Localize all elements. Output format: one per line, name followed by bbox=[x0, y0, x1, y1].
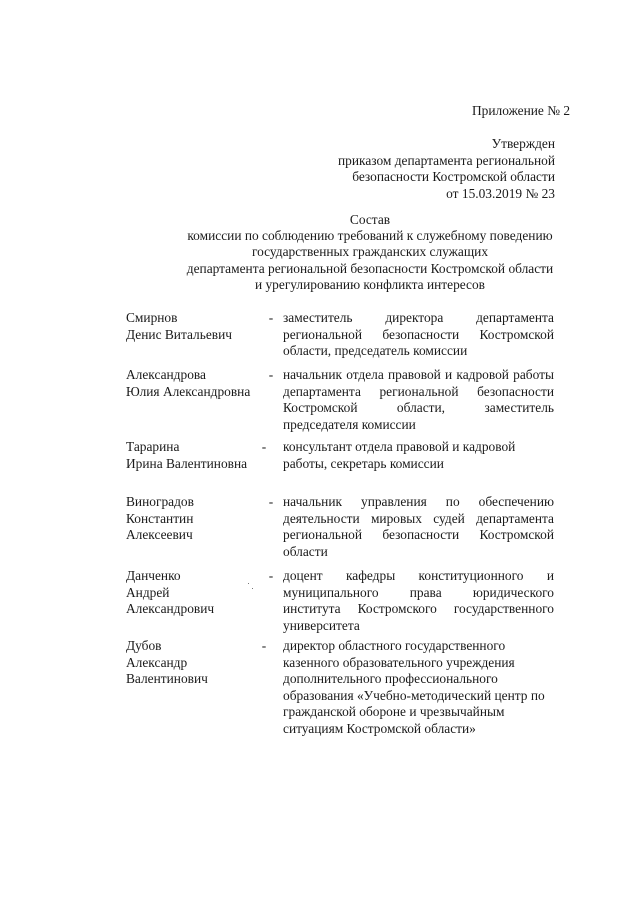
member-given-name: Константин bbox=[126, 510, 194, 526]
member-role: консультант отдела правовой и кадровой работы, секретарь комиссии bbox=[283, 439, 516, 471]
member-name bbox=[126, 310, 266, 343]
title-line: департамента региональной безопасности Костромской области bbox=[186, 260, 554, 276]
member-patronymic: Александрович bbox=[126, 601, 215, 616]
member-name bbox=[126, 439, 266, 472]
member-patronymic: Алексеевич bbox=[126, 527, 193, 542]
approval-block bbox=[338, 136, 555, 202]
member-name bbox=[126, 568, 266, 618]
member-dash: - bbox=[268, 494, 274, 509]
title-line: Состав bbox=[349, 212, 391, 227]
title-line: комиссии по соблюдению требований к служебному поведению bbox=[187, 228, 553, 244]
member-surname: Виноградов bbox=[126, 494, 194, 509]
appendix-label: Приложение № 2 bbox=[472, 103, 571, 118]
document-title bbox=[100, 212, 639, 293]
member-role: доцент кафедры конституционного и муниципального права юридического института Костромского государственного университета bbox=[283, 568, 554, 633]
member-name bbox=[126, 494, 266, 544]
member-dash: - bbox=[268, 568, 274, 583]
approval-line: приказом департамента региональной bbox=[337, 152, 555, 168]
member-surname: Тарарина bbox=[126, 439, 180, 454]
member-role: директор областного государственного казенного образовательного учреждения дополнительного профессионального образования «Учебно-методический центр по гражданской обороне и чрезвычайным ситуациям Костромской области» bbox=[283, 638, 545, 736]
member-patronymic: Валентинович bbox=[126, 671, 208, 686]
member-given-name: Ирина Валентиновна bbox=[126, 455, 248, 471]
member-surname: Александрова bbox=[126, 367, 206, 382]
scan-speck bbox=[252, 588, 253, 589]
member-dash: - bbox=[261, 638, 267, 653]
member-surname: Данченко bbox=[126, 568, 181, 583]
title-line: и урегулированию конфликта интересов bbox=[254, 276, 486, 292]
member-name bbox=[126, 367, 266, 400]
member-given-name: Денис Витальевич bbox=[126, 326, 232, 342]
approval-line: безопасности Костромской области bbox=[352, 169, 555, 184]
member-surname: Смирнов bbox=[126, 310, 178, 325]
member-name bbox=[126, 638, 266, 688]
member-surname: Дубов bbox=[126, 638, 162, 653]
title-line: государственных гражданских служащих bbox=[251, 244, 489, 260]
member-dash: - bbox=[268, 310, 274, 325]
member-dash: - bbox=[261, 439, 267, 454]
member-dash: - bbox=[268, 367, 274, 382]
member-given-name: Юлия Александровна bbox=[126, 383, 251, 399]
approval-date-line: от 15.03.2019 № 23 bbox=[446, 185, 555, 201]
scan-speck bbox=[248, 583, 249, 584]
member-given-name: Александр bbox=[126, 654, 188, 670]
member-role: заместитель директора департамента региональной безопасности Костромской области, председатель комиссии bbox=[283, 310, 554, 358]
member-role: начальник управления по обеспечению деятельности мировых судей департамента региональной безопасности Костромской области bbox=[283, 494, 554, 559]
approval-line: Утвержден bbox=[491, 136, 555, 151]
member-given-name: Андрей bbox=[126, 584, 170, 600]
member-role: начальник отдела правовой и кадровой работы департамента региональной безопасности Костромской области, заместитель председателя комиссии bbox=[283, 367, 554, 432]
